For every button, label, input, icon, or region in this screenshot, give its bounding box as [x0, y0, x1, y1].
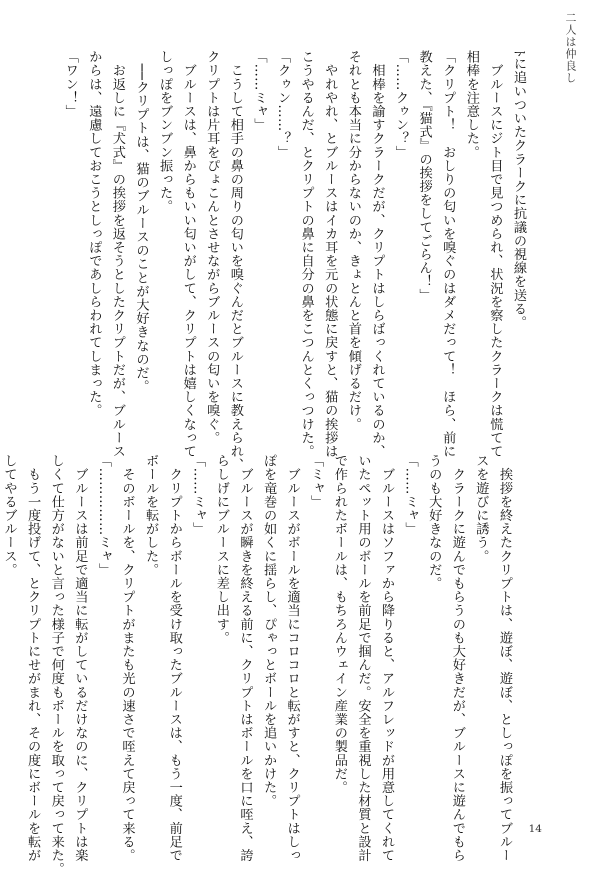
running-title: 二人は仲良し	[564, 12, 577, 84]
text-line: ブルースはソファから降りると、アルフレッドが用意してくれて	[379, 454, 395, 862]
text-line: ──クリプトは、猫のブルースのことが大好きなのだ。	[133, 50, 149, 394]
text-line: お返しに『犬式』の挨拶を返そうとしたクリプトだが、ブルース	[109, 50, 125, 458]
text-line: しくて仕方がないと言った様子で何度もボールを取って戻って来た。	[48, 454, 64, 876]
text-line: ブルースは、鼻からもいい匂いがして、クリプトは嬉しくなって	[180, 50, 196, 458]
text-line: 挨拶を終えたクリプトは、遊ぼ、遊ぼ、としっぽを振ってブルー	[497, 454, 512, 862]
page-number: 14	[528, 823, 542, 835]
text-line: こうやるんだ、とクリプトの鼻に自分の鼻をこつんとくっつけた。	[298, 50, 314, 458]
text-line: クラークに遊んでもらうのも大好きだが、ブルースに遊んでもら	[449, 454, 465, 862]
text-line: ボールを転がした。	[143, 454, 159, 577]
text-line: 「……ミャ」	[402, 454, 418, 536]
text-line: うのも大好きなのだ。	[426, 454, 442, 590]
text-line: 「ミャ」	[308, 454, 324, 509]
text-line: しっぽをブンブン振った。	[157, 50, 173, 214]
text-line: クリプトからボールを受け取ったブルースは、もう一度、前足で	[166, 454, 182, 862]
text-line: スを遊びに誘う。	[473, 454, 489, 563]
top-text-block	[58, 50, 530, 472]
text-line: からは、遠慮しておこうとしっぽであしらわれてしまった。	[86, 50, 102, 418]
text-line: やれやれ、とブルースはイカ耳を元の状態に戻すと、猫の挨拶は	[322, 50, 338, 458]
text-line: ブルースがボールを適当にコロコロと転がすと、クリプトはしっ	[284, 454, 300, 862]
text-line: 「……………ミャ」	[95, 454, 111, 577]
text-line: 相棒を諭すクラークだが、クリプトはしらばっくれているのか、	[369, 50, 385, 458]
text-line: ブルースは前足で適当に転がしているだけなのに、クリプトは楽	[72, 454, 88, 862]
text-line: ぽを竜巻の如くに揺らし、ぴゃっとボールを追いかけた。	[261, 454, 277, 808]
text-line: で作られたボールは、もちろんウェイン産業の製品だ。	[331, 454, 347, 794]
text-line: 相棒を注意した。	[463, 50, 479, 159]
text-line: ブルースが瞬きを終える前に、クリプトはボールを口に咥え、誇	[237, 454, 253, 862]
text-line: 「……クゥン？」	[393, 50, 409, 159]
text-line: それとも本当に分からないのか、きょとんと首を傾げるだけ。	[345, 50, 361, 431]
text-line: 「クゥン……？」	[275, 50, 291, 159]
text-line: してやるブルース。	[1, 454, 17, 577]
text-line: そのボールを、クリプトがまたも光の速さで咥えて戻って来る。	[119, 454, 135, 862]
text-line: 「……ミャ」	[251, 50, 267, 132]
text-line: 「クリプト！ おしりの匂いを嗅ぐのはダメだって！ ほら、前に	[440, 50, 456, 458]
text-line: ﾄに追いついたクラークに抗議の視線を送る。	[511, 50, 526, 329]
text-line: らしげにブルースに差し出す。	[213, 454, 229, 645]
text-line: クリプトは片耳をぴょこんとさせながらブルースの匂いを嗅ぐ。	[204, 50, 220, 445]
text-line: 教えた、『猫式』の挨拶をしてごらん！」	[416, 50, 432, 302]
text-line: こうして相手の鼻の周りの匂いを嗅ぐんだとブルースに教えられ、	[227, 50, 243, 472]
bottom-text-block	[0, 454, 516, 876]
text-line: いたペット用のボールを前足で掴んだ。安全を重視した材質と設計	[355, 454, 371, 862]
text-line: ブルースにジト目で見つめられ、状況を察したクラークは慌てて	[487, 50, 503, 458]
text-line: 「……ミャ」	[190, 454, 206, 536]
text-line: 「ワン！」	[62, 50, 78, 118]
text-line: もう一度投げて、とクリプトにせがまれ、その度にボールを転が	[25, 454, 41, 862]
